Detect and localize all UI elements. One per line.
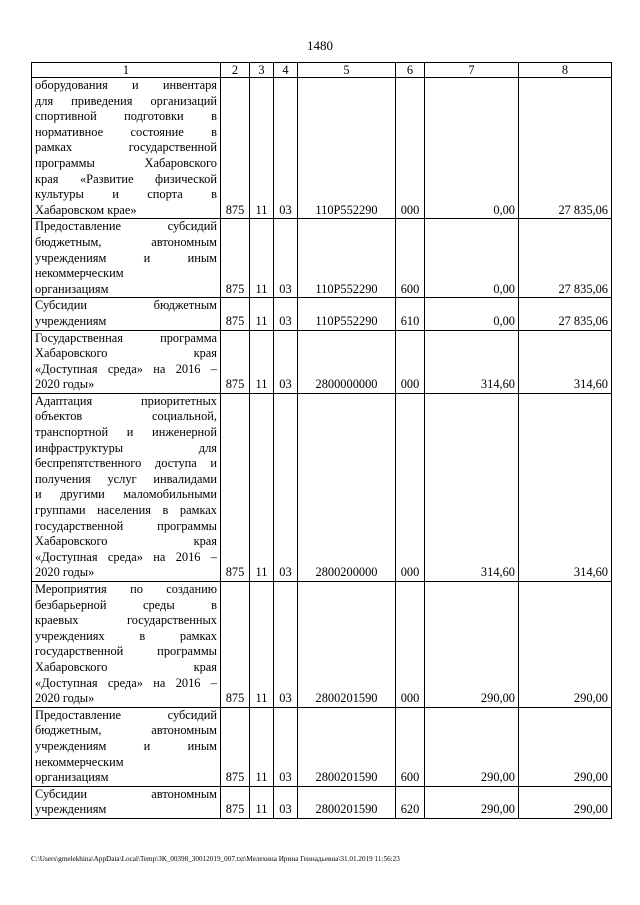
admin-code-cell: 875 — [221, 219, 250, 298]
amount-1-cell: 314,60 — [425, 393, 519, 581]
item-name-line: «Доступная среда» на 2016 – — [35, 549, 217, 564]
item-name-cell — [32, 78, 221, 219]
item-name-line: объектов социальной, — [35, 409, 217, 424]
amount-2-cell: 27 835,06 — [519, 78, 612, 219]
admin-code-cell: 875 — [221, 298, 250, 330]
target-article-cell: 110P552290 — [298, 298, 396, 330]
section-code-cell: 11 — [250, 298, 274, 330]
header-row — [32, 63, 612, 78]
expense-type-cell: 620 — [396, 786, 425, 818]
column-header-8: 8 — [519, 63, 612, 78]
admin-code-cell: 875 — [221, 582, 250, 708]
amount-1-cell: 290,00 — [425, 786, 519, 818]
subsection-code-cell: 03 — [274, 219, 298, 298]
item-name-line: бюджетным, автономным — [35, 723, 217, 738]
table-row — [32, 786, 612, 818]
target-article-cell: 2800200000 — [298, 393, 396, 581]
item-name-cell — [32, 219, 221, 298]
amount-2-cell: 290,00 — [519, 707, 612, 786]
section-code-cell: 11 — [250, 219, 274, 298]
section-code-cell: 11 — [250, 78, 274, 219]
table-row — [32, 219, 612, 298]
item-name-line: Хабаровского края — [35, 534, 217, 549]
table-row — [32, 298, 612, 330]
expense-type-cell: 000 — [396, 393, 425, 581]
target-article-cell: 2800201590 — [298, 707, 396, 786]
subsection-code-cell: 03 — [274, 298, 298, 330]
column-header-5: 5 — [298, 63, 396, 78]
item-name-line: 2020 годы» — [35, 565, 95, 580]
item-name-cell — [32, 786, 221, 818]
item-name-line: Хабаровского края — [35, 659, 217, 674]
item-name-line: Адаптация приоритетных — [35, 393, 217, 408]
item-name-line: Хабаровском крае» — [35, 202, 137, 217]
column-header-7: 7 — [425, 63, 519, 78]
column-header-4: 4 — [274, 63, 298, 78]
amount-1-cell: 314,60 — [425, 330, 519, 393]
amount-2-cell: 290,00 — [519, 582, 612, 708]
target-article-cell: 2800201590 — [298, 582, 396, 708]
item-name-line: некоммерческим — [35, 266, 124, 281]
amount-2-cell: 290,00 — [519, 786, 612, 818]
amount-1-cell: 290,00 — [425, 582, 519, 708]
item-name-line: учреждениям — [35, 802, 107, 817]
section-code-cell: 11 — [250, 707, 274, 786]
item-name-line: края «Развитие физической — [35, 171, 217, 186]
item-name-line: получения услуг инвалидами — [35, 471, 217, 486]
item-name-line: культуры и спорта в — [35, 187, 217, 202]
item-name-cell — [32, 582, 221, 708]
section-code-cell: 11 — [250, 582, 274, 708]
expense-type-cell: 000 — [396, 78, 425, 219]
section-code-cell: 11 — [250, 786, 274, 818]
subsection-code-cell: 03 — [274, 582, 298, 708]
item-name-line: Хабаровского края — [35, 346, 217, 361]
expense-type-cell: 000 — [396, 582, 425, 708]
target-article-cell: 110P552290 — [298, 219, 396, 298]
item-name-line: краевых государственных — [35, 613, 217, 628]
file-path-footer: C:\Users\gmelekhina\AppData\Local\Temp\ЗК_00398_30012019_007.txt\Мелехина Ирина Геннадьевна\31.01.2019 11:56:23 — [31, 855, 400, 863]
item-name-line: для приведения организаций — [35, 93, 217, 108]
subsection-code-cell: 03 — [274, 707, 298, 786]
item-name-line: организациям — [35, 281, 109, 296]
item-name-line: безбарьерной среды в — [35, 597, 217, 612]
admin-code-cell: 875 — [221, 330, 250, 393]
item-name-cell — [32, 393, 221, 581]
item-name-line: инфраструктуры для — [35, 440, 217, 455]
subsection-code-cell: 03 — [274, 330, 298, 393]
item-name-line: учреждениям — [35, 313, 107, 328]
amount-1-cell: 0,00 — [425, 78, 519, 219]
expense-type-cell: 000 — [396, 330, 425, 393]
item-name-line: Государственная программа — [35, 330, 217, 345]
amount-2-cell: 314,60 — [519, 330, 612, 393]
item-name-line: «Доступная среда» на 2016 – — [35, 361, 217, 376]
admin-code-cell: 875 — [221, 78, 250, 219]
item-name-line: 2020 годы» — [35, 691, 95, 706]
table-header — [32, 63, 612, 78]
item-name-line: программы Хабаровского — [35, 155, 217, 170]
budget-table — [31, 62, 612, 819]
subsection-code-cell: 03 — [274, 786, 298, 818]
item-name-line: государственной программы — [35, 518, 217, 533]
table-row — [32, 330, 612, 393]
item-name-line: «Доступная среда» на 2016 – — [35, 675, 217, 690]
item-name-line: организациям — [35, 770, 109, 785]
item-name-cell — [32, 298, 221, 330]
admin-code-cell: 875 — [221, 707, 250, 786]
amount-1-cell: 0,00 — [425, 219, 519, 298]
expense-type-cell: 600 — [396, 219, 425, 298]
expense-type-cell: 600 — [396, 707, 425, 786]
item-name-cell — [32, 330, 221, 393]
table-row — [32, 582, 612, 708]
item-name-line: нормативное состояние в — [35, 124, 217, 139]
amount-2-cell: 27 835,06 — [519, 298, 612, 330]
item-name-line: учреждениям и иным — [35, 738, 217, 753]
amount-2-cell: 27 835,06 — [519, 219, 612, 298]
item-name-line: спортивной подготовки в — [35, 109, 217, 124]
admin-code-cell: 875 — [221, 393, 250, 581]
item-name-line: беспрепятственного доступа и — [35, 456, 217, 471]
subsection-code-cell: 03 — [274, 393, 298, 581]
expense-type-cell: 610 — [396, 298, 425, 330]
item-name-line: транспортной и инженерной — [35, 425, 217, 440]
column-header-3: 3 — [250, 63, 274, 78]
section-code-cell: 11 — [250, 330, 274, 393]
item-name-cell — [32, 707, 221, 786]
target-article-cell: 2800000000 — [298, 330, 396, 393]
item-name-line: государственной программы — [35, 644, 217, 659]
target-article-cell: 2800201590 — [298, 786, 396, 818]
item-name-line: учреждениям и иным — [35, 250, 217, 265]
item-name-line: учреждениях в рамках — [35, 628, 217, 643]
table-body — [32, 78, 612, 819]
table-row — [32, 78, 612, 219]
subsection-code-cell: 03 — [274, 78, 298, 219]
column-header-2: 2 — [221, 63, 250, 78]
amount-1-cell: 290,00 — [425, 707, 519, 786]
column-header-1: 1 — [32, 63, 221, 78]
item-name-line: Субсидии автономным — [35, 786, 217, 801]
item-name-line: рамках государственной — [35, 140, 217, 155]
item-name-line: бюджетным, автономным — [35, 234, 217, 249]
table-row — [32, 393, 612, 581]
item-name-line: оборудования и инвентаря — [35, 78, 217, 92]
item-name-line: 2020 годы» — [35, 377, 95, 392]
item-name-line: группами населения в рамках — [35, 503, 217, 518]
item-name-line: Предоставление субсидий — [35, 707, 217, 722]
admin-code-cell: 875 — [221, 786, 250, 818]
item-name-line: Предоставление субсидий — [35, 219, 217, 234]
target-article-cell: 110P552290 — [298, 78, 396, 219]
item-name-line: Мероприятия по созданию — [35, 582, 217, 596]
item-name-line: некоммерческим — [35, 754, 124, 769]
table-row — [32, 707, 612, 786]
item-name-line: и другими маломобильными — [35, 487, 217, 502]
section-code-cell: 11 — [250, 393, 274, 581]
amount-2-cell: 314,60 — [519, 393, 612, 581]
page-number: 1480 — [307, 38, 333, 53]
column-header-6: 6 — [396, 63, 425, 78]
amount-1-cell: 0,00 — [425, 298, 519, 330]
item-name-line: Субсидии бюджетным — [35, 298, 217, 313]
